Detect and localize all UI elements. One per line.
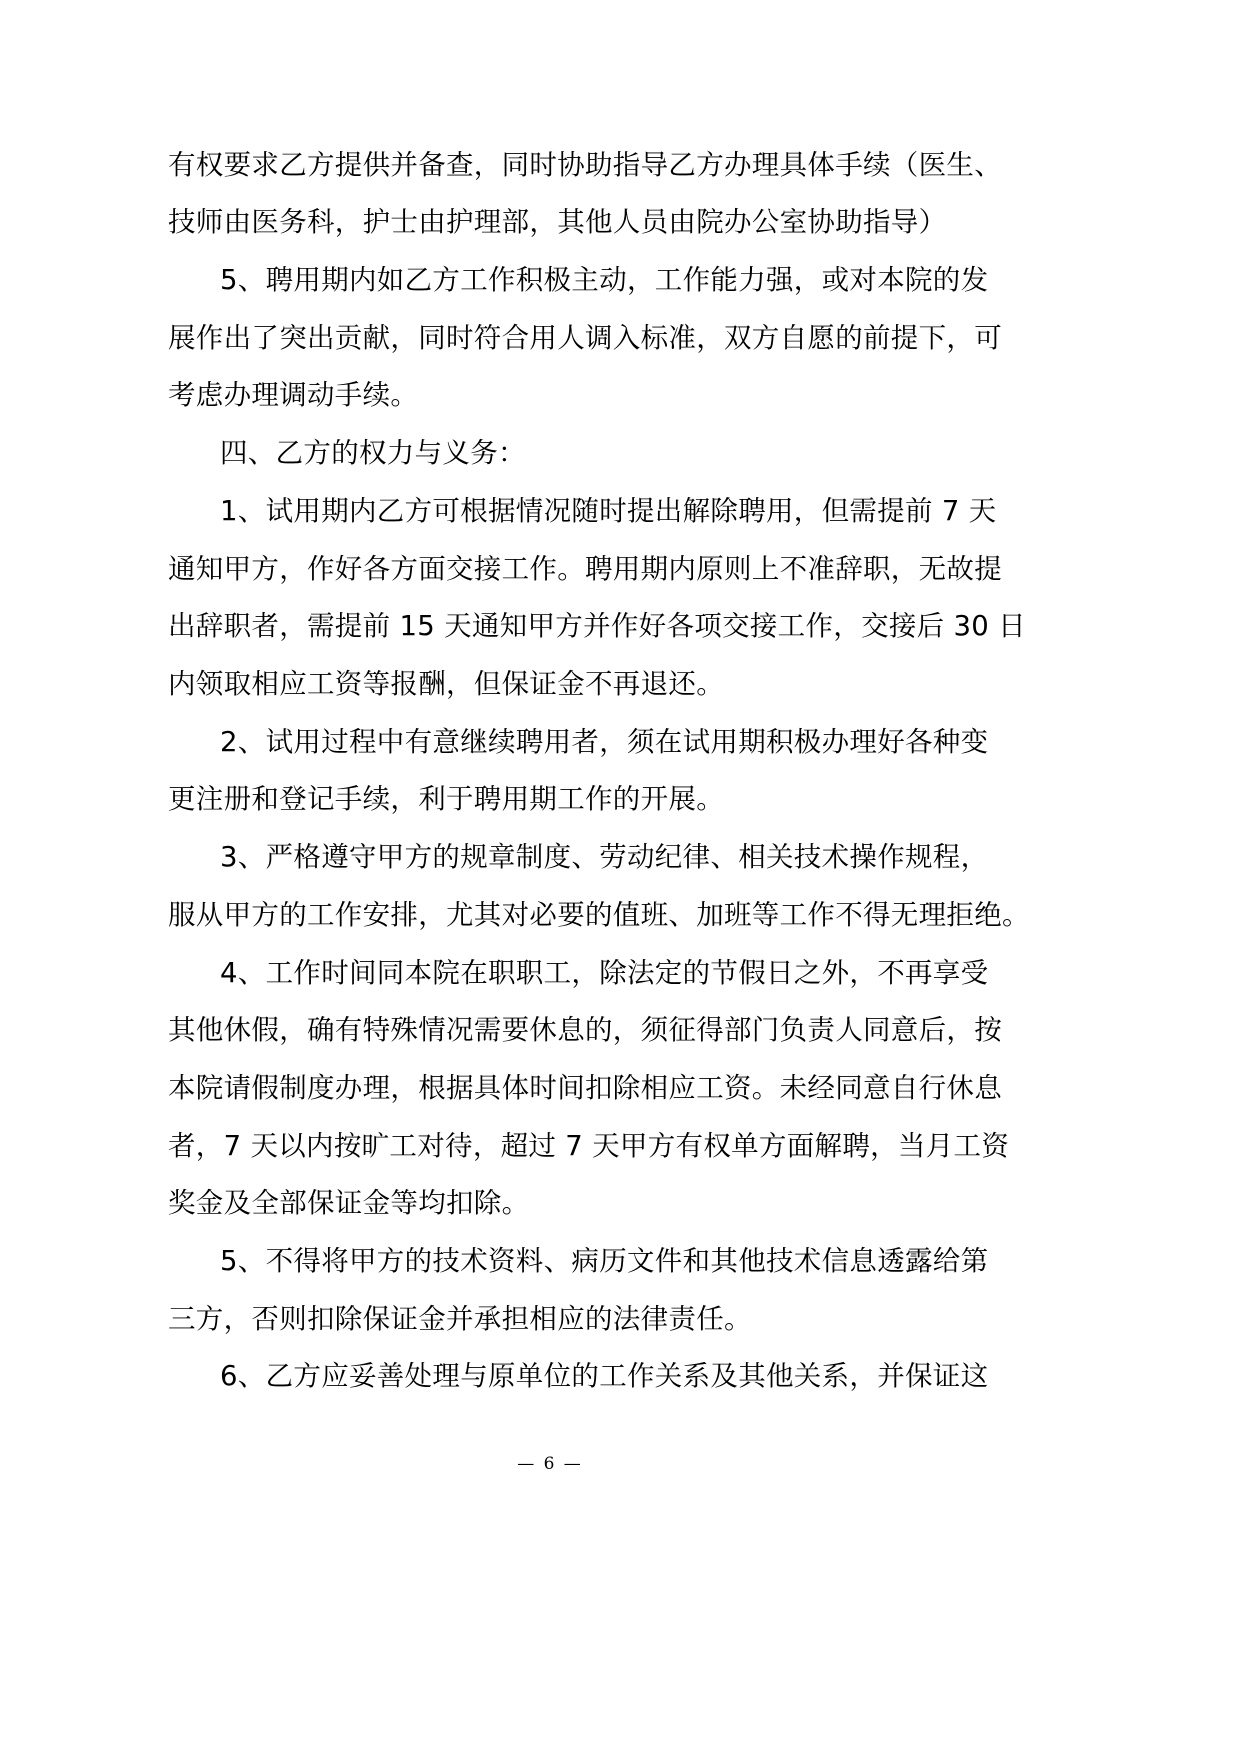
page-number: — 6 — [517,1454,583,1474]
text-line: 奖金及全部保证金等均扣除。 [168,1187,530,1219]
text-line: 出辞职者，需提前 15 天通知甲方并作好各项交接工作，交接后 30 日 [168,610,1026,642]
paragraph-start-line: 5、聘用期内如乙方工作积极主动，工作能力强，或对本院的发 [220,264,989,296]
text-line: 三方，否则扣除保证金并承担相应的法律责任。 [168,1303,752,1335]
text-line: 者，7 天以内按旷工对待，超过 7 天甲方有权单方面解聘，当月工资 [168,1130,1010,1162]
paragraph-start-line: 4、工作时间同本院在职职工，除法定的节假日之外，不再享受 [220,957,989,989]
text-line: 考虑办理调动手续。 [168,379,419,411]
text-line: 展作出了突出贡献，同时符合用人调入标准，双方自愿的前提下，可 [168,322,1002,354]
text-line: 其他休假，确有特殊情况需要休息的，须征得部门负责人同意后，按 [168,1014,1002,1046]
text-line: 本院请假制度办理，根据具体时间扣除相应工资。未经同意自行休息 [168,1072,1002,1104]
paragraph-start-line: 6、乙方应妥善处理与原单位的工作关系及其他关系，并保证这 [220,1360,989,1392]
text-line: 技师由医务科，护士由护理部，其他人员由院办公室协助指导） [168,206,947,238]
paragraph-start-line: 2、试用过程中有意继续聘用者，须在试用期积极办理好各种变 [220,726,989,758]
text-line: 内领取相应工资等报酬，但保证金不再退还。 [168,668,724,700]
paragraph-start-line: 5、不得将甲方的技术资料、病历文件和其他技术信息透露给第 [220,1245,989,1277]
paragraph-start-line: 1、试用期内乙方可根据情况随时提出解除聘用，但需提前 7 天 [220,495,997,527]
paragraph-start-line: 3、严格遵守甲方的规章制度、劳动纪律、相关技术操作规程， [220,841,989,873]
text-line: 有权要求乙方提供并备查，同时协助指导乙方办理具体手续（医生、 [168,149,1002,181]
text-line: 更注册和登记手续，利于聘用期工作的开展。 [168,783,724,815]
text-line: 服从甲方的工作安排，尤其对必要的值班、加班等工作不得无理拒绝。 [168,899,1030,931]
section-heading: 四、乙方的权力与义务： [220,437,526,469]
text-line: 通知甲方，作好各方面交接工作。聘用期内原则上不准辞职，无故提 [168,553,1002,585]
